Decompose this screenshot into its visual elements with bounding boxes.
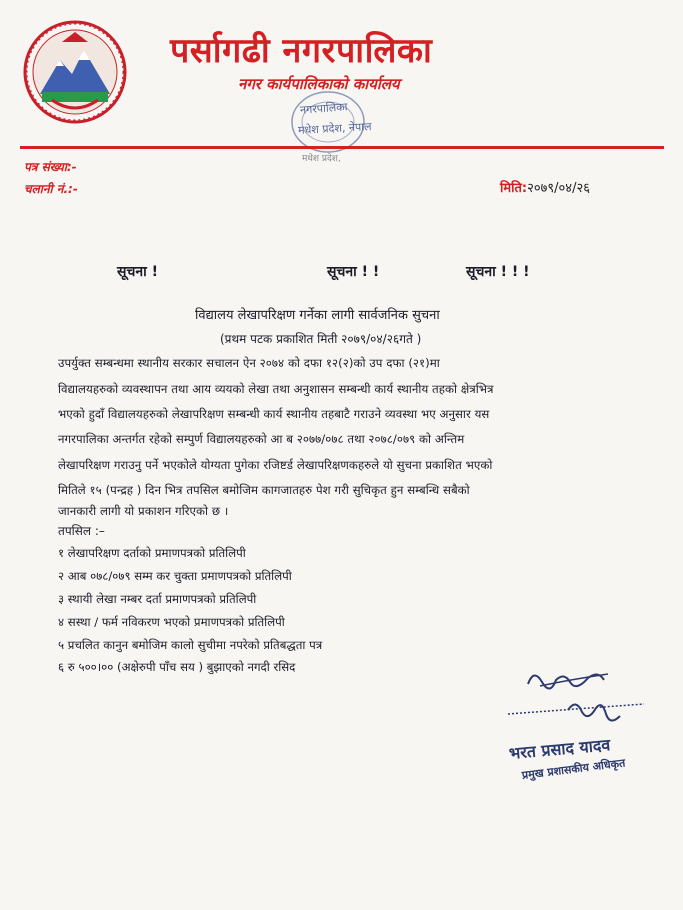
date-value: २०७९/०४/२६	[527, 181, 590, 196]
body-line: लेखापरिक्षण गराउनु पर्ने भएकोले योग्यता पुगेका रजिष्टर्ड लेखापरिक्षणकहरुले यो सुचना प्रकाशित भएको	[58, 458, 493, 472]
list-item: ६ रु ५००।०० (अक्षेरुपी पाँच सय ) बुझाएको नगदी रसिद	[58, 660, 296, 674]
stamp-text-line1: नगरपालिका	[299, 100, 348, 117]
list-item: २ आब ०७८/०७९ सम्म कर चुक्ता प्रमाणपत्रको प्रतिलिपी	[58, 569, 292, 583]
body-line: भएको हुदाँ विद्यालयहरुको लेखापरिक्षण सम्बन्धी कार्य स्थानीय तहबाटै गराउने व्यवस्था भए अनुसार यस	[58, 407, 490, 421]
body-line: नगरपालिका अन्तर्गत रहेको सम्पुर्ण विद्यालयहरुको आ ब २०७७/०७८ तथा २०७८/०७९ को अन्तिम	[58, 432, 465, 446]
signatory-name: भरत प्रसाद यादव	[508, 735, 611, 763]
notice-heading: विद्यालय लेखापरिक्षण गर्नेका लागी सार्वजनिक सुचना	[195, 308, 440, 323]
municipality-title: पर्सागढी नगरपालिका	[170, 31, 433, 71]
notice-marker-3: सूचना ! ! !	[466, 264, 530, 280]
notice-subheading: (प्रथम पटक प्रकाशित मिती २०७९/०४/२६गते )	[220, 332, 422, 346]
date-label: मिति:	[500, 181, 528, 196]
list-item: ३ स्थायी लेखा नम्बर दर्ता प्रमाणपत्रको प्रतिलिपी	[58, 592, 257, 606]
notice-marker-2: सूचना ! !	[327, 264, 380, 280]
list-item: ५ प्रचलित कानुन बमोजिम कालो सुचीमा नपरेको प्रतिबद्धता पत्र	[58, 638, 323, 652]
stamp-text-line2: मधेश प्रदेश, नेपाल	[297, 120, 372, 137]
stamp-text-line3: मधेश प्रदेश,	[302, 154, 341, 164]
header-divider	[20, 146, 664, 149]
office-subtitle: नगर कार्यपालिकाको कार्यालय	[238, 75, 400, 93]
dispatch-number-label: चलानी नं.:-	[24, 182, 78, 196]
municipality-emblem-icon	[22, 20, 128, 124]
body-line: उपर्युक्त सम्बन्धमा स्थानीय सरकार सचालन ऐन २०७४ को दफा १२(२)को उप दफा (२१)मा	[58, 356, 440, 370]
list-item: १ लेखापरिक्षण दर्ताको प्रमाणपत्रको प्रतिलिपी	[58, 546, 246, 560]
body-line: मितिले १५ (पन्द्रह ) दिन भित्र तपसिल बमोजिम कागजातहरु पेश गरी सुचिकृत हुन सम्बन्धि सबैको	[58, 483, 470, 497]
signatory-title: प्रमुख प्रशासकीय अधिकृत	[521, 756, 626, 782]
letter-number-label: पत्र संख्या:-	[24, 160, 77, 174]
notice-marker-1: सूचना !	[117, 264, 159, 280]
body-line: विद्यालयहरुको व्यवस्थापन तथा आय व्ययको लेखा तथा अनुशासन सम्बन्धी कार्य स्थानीय तहको क्षेत्रभित्र	[58, 382, 494, 396]
signature-icon	[498, 660, 648, 740]
date-line	[500, 178, 590, 196]
annex-label: तपसिल :–	[58, 524, 105, 538]
body-line: जानकारी लागी यो प्रकाशन गरिएको छ ।	[58, 504, 229, 518]
list-item: ४ सस्था / फर्म नविकरण भएको प्रमाणपत्रको प्रतिलिपी	[58, 615, 285, 629]
